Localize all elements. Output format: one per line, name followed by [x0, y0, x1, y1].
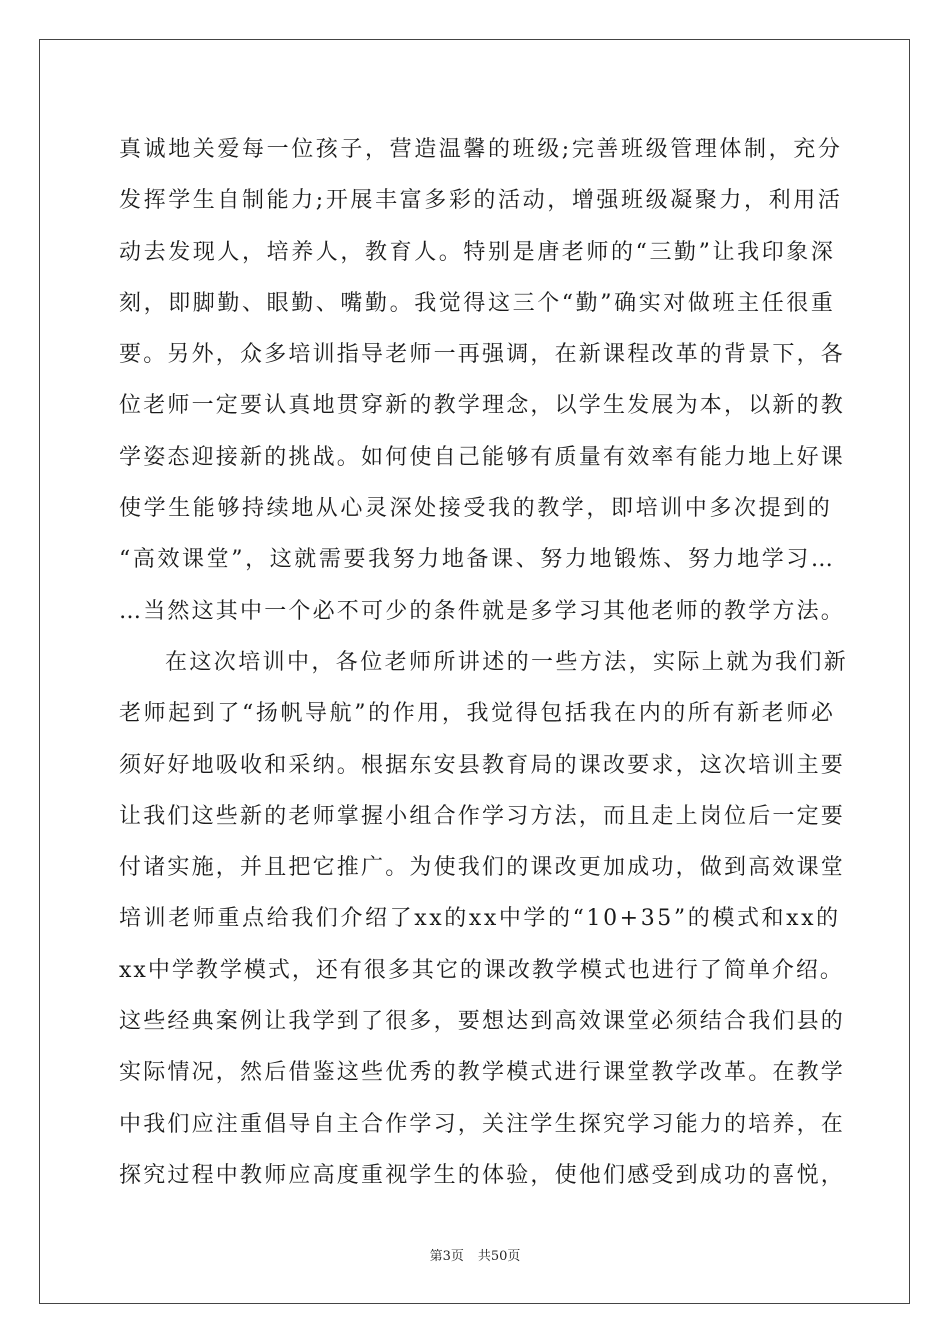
text-line: 这些经典案例让我学到了很多，要想达到高效课堂必须结合我们县的	[119, 1009, 846, 1035]
page-footer	[0, 1245, 950, 1264]
text-line: …当然这其中一个必不可少的条件就是多学习其他老师的教学方法。	[119, 598, 846, 624]
text-line: 中我们应注重倡导自主合作学习，关注学生探究学习能力的培养，在	[119, 1111, 846, 1137]
text-line: 位老师一定要认真地贯穿新的教学理念，以学生发展为本，以新的教	[119, 393, 846, 419]
paragraph-first-line: 在这次培训中，各位老师所讲述的一些方法，实际上就为我们新	[165, 649, 849, 675]
text-line: 使学生能够持续地从心灵深处接受我的教学，即培训中多次提到的	[119, 496, 833, 522]
text-line: 探究过程中教师应高度重视学生的体验，使他们感受到成功的喜悦，	[119, 1162, 846, 1188]
text-line: 须好好地吸收和采纳。根据东安县教育局的课改要求，这次培训主要	[119, 752, 846, 778]
text-line: 要。另外，众多培训指导老师一再强调，在新课程改革的背景下，各	[119, 342, 846, 368]
text-line: xx中学教学模式，还有很多其它的课改教学模式也进行了简单介绍。	[119, 957, 844, 983]
text-line: 付诸实施，并且把它推广。为使我们的课改更加成功，做到高效课堂	[119, 855, 846, 881]
text-line: 让我们这些新的老师掌握小组合作学习方法，而且走上岗位后一定要	[119, 803, 846, 829]
page-total: 共50页	[477, 1249, 521, 1264]
text-line: 学姿态迎接新的挑战。如何使自己能够有质量有效率有能力地上好课	[119, 444, 846, 470]
page-number: 第3页	[429, 1249, 464, 1264]
text-line: 发挥学生自制能力;开展丰富多彩的活动，增强班级凝聚力，利用活	[119, 188, 843, 214]
text-line: 动去发现人，培养人，教育人。特别是唐老师的“三勤”让我印象深	[119, 239, 836, 265]
text-line: 刻，即脚勤、眼勤、嘴勤。我觉得这三个“勤”确实对做班主任很重	[119, 290, 836, 316]
body-text	[119, 124, 849, 1201]
text-line: 真诚地关爱每一位孩子，营造温馨的班级;完善班级管理体制，充分	[119, 137, 843, 162]
text-line: 老师起到了“扬帆导航”的作用，我觉得包括我在内的所有新老师必	[119, 701, 836, 727]
text-line: 培训老师重点给我们介绍了xx的xx中学的“10+35”的模式和xx的	[119, 906, 841, 932]
text-line: “高效课堂”，这就需要我努力地备课、努力地锻炼、努力地学习…	[119, 547, 836, 573]
text-line: 实际情况，然后借鉴这些优秀的教学模式进行课堂教学改革。在教学	[119, 1060, 846, 1086]
